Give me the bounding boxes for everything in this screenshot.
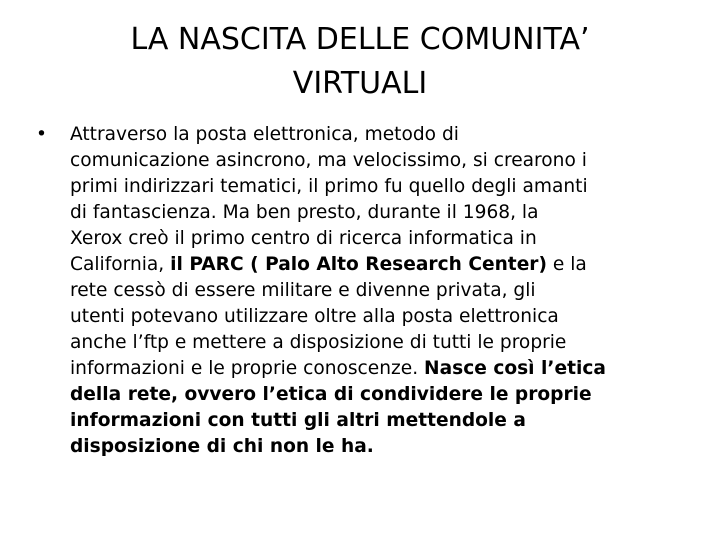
bold-parc: il PARC ( Palo Alto Research Center) [170,254,547,275]
text-line-7: rete cessò di essere militare e divenne privata, gli [70,280,536,301]
text-line-11 [70,382,686,408]
text-line-3: primi indirizzari tematici, il primo fu quello degli amanti [70,176,588,197]
text-line-13 [70,434,686,460]
bold-etica-4: disposizione di chi non le ha. [70,436,374,457]
bold-etica-2: della rete, ovvero l’etica di condividere le proprie [70,384,592,405]
bullet-item [36,122,686,460]
slide-body [36,122,686,460]
text-line-8: utenti potevano utilizzare oltre alla posta elettronica [70,306,559,327]
text-line-5: Xerox creò il primo centro di ricerca informatica in [70,228,537,249]
bullet-icon: • [36,124,47,145]
text-line-12 [70,408,686,434]
title-line-1: LA NASCITA DELLE COMUNITA’ [130,22,590,57]
text-line-4: di fantascienza. Ma ben presto, durante il 1968, la [70,202,539,223]
text-line-1: Attraverso la posta elettronica, metodo di [70,124,459,145]
text-line-9: anche l’ftp e mettere a disposizione di tutti le proprie [70,332,567,353]
text-line-2: comunicazione asincrono, ma velocissimo, si crearono i [70,150,587,171]
text-line-6: California, il PARC ( Palo Alto Research Center) e la [70,254,587,275]
bold-etica-3: informazioni con tutti gli altri mettendole a [70,410,526,431]
text-line-10: informazioni e le proprie conoscenze. Nasce così l’etica [70,358,606,379]
slide-title [60,18,660,106]
title-line-2: VIRTUALI [292,66,428,101]
bold-etica-1: Nasce così l’etica [424,358,606,379]
